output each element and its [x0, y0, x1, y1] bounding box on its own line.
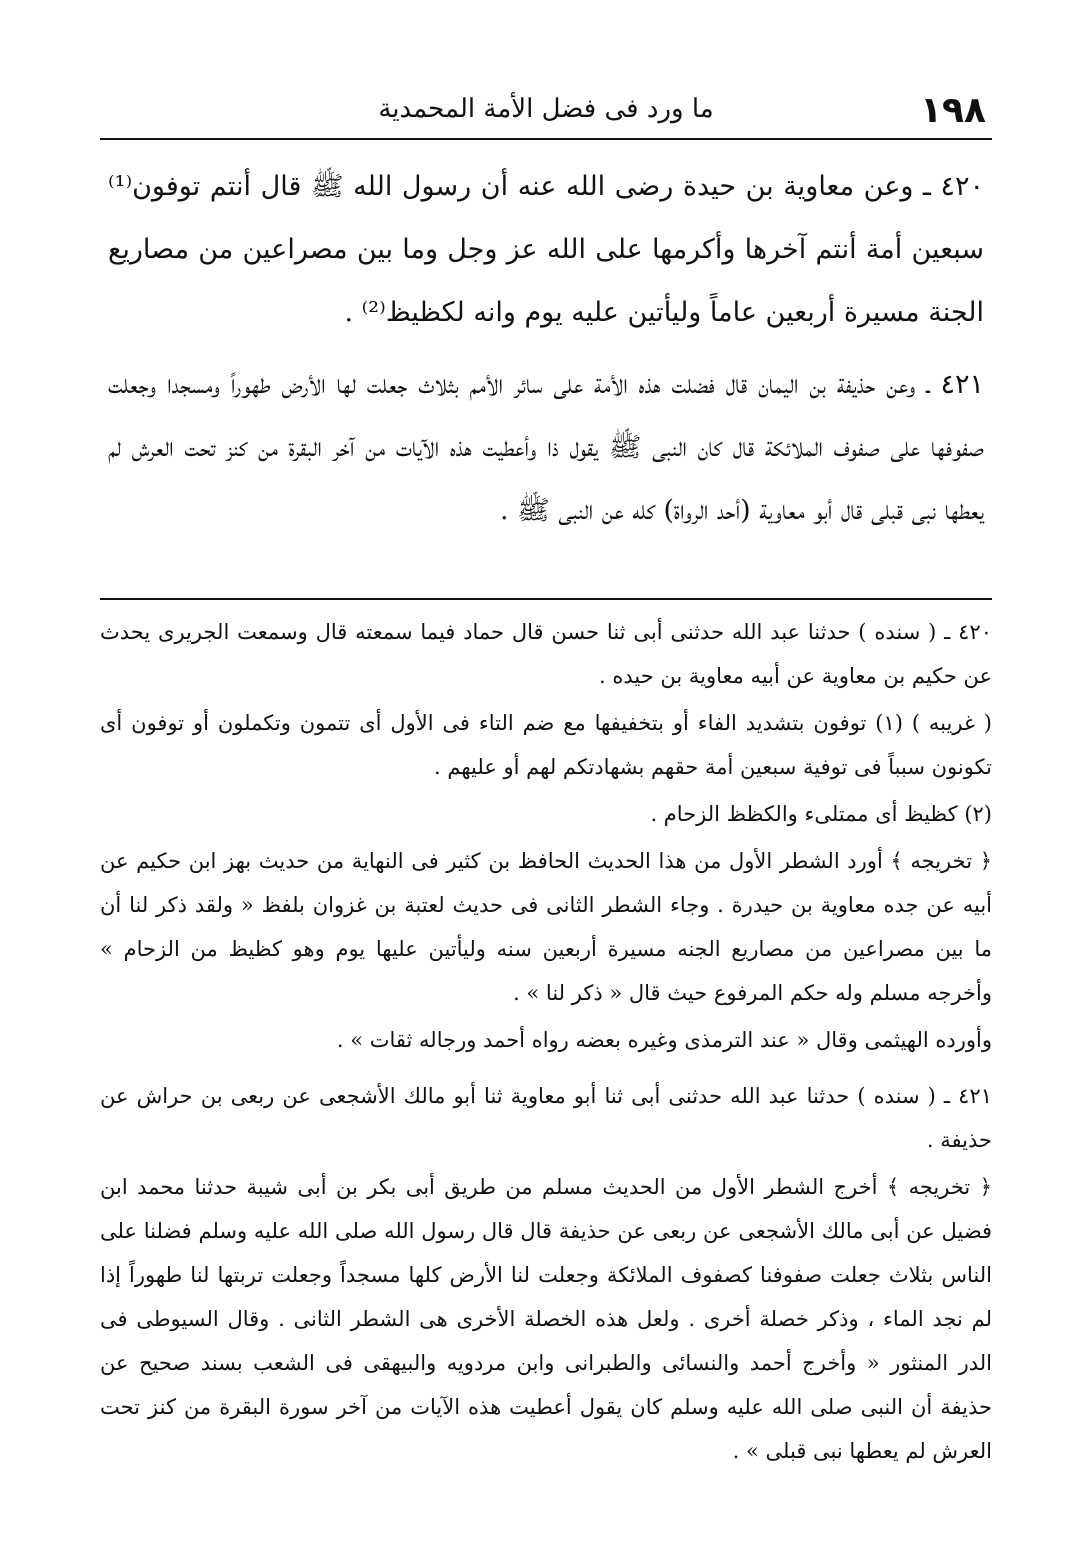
note-420-takhrij: ﴿ تخريجه ﴾ أورد الشطر الأول من هذا الحديث الحافظ بن كثير فى النهاية من حديث بهز ابن حكيم عن أبيه عن جده معاوية بن حيدرة . وجاء الشطر الثانى فى حديث لعتبة بن غزوان بلفظ « ولقد ذكر لنا أن ما بين مصراعين من مصاريع الجنه مسيرة أربعين سنه وليأتين عليها يوم وهو كظيظ من الزحام » وأخرجه مسلم وله حكم المرفوع حيث قال « ذكر لنا » .	[100, 849, 992, 1005]
note-420-gharib-1: ( غريبه ) (١) توفون بتشديد الفاء أو بتخفيفها مع ضم التاء فى الأول أى تتمون وتكملون أو توفون أى تكونون سبباً فى توفية سبعين أمة حقهم بشهادتكم لهم أو عليهم .	[100, 711, 992, 779]
footnote-separator	[100, 598, 992, 600]
main-text	[108, 155, 984, 551]
hadith-420: ٤٢٠ ـ وعن معاوية بن حيدة رضى الله عنه أن رسول الله ﷺ قال أنتم توفون⁽¹⁾ سبعين أمة أنتم آخرها وأكرمها على الله عز وجل وما بين مصراعين من مصاريع الجنة مسيرة أربعين عاماً وليأتين عليه يوم وانه لكظيظ⁽²⁾ .	[108, 171, 984, 328]
hadith-421: ٤٢١ ـ وعن حذيفة بن اليمان قال فضلت هذه الأمة على سائر الأمم بثلاث جعلت لها الأرض طهوراً ومسجدا وجعلت صفوفها على صفوف الملائكة قال كان النبى ﷺ يقول ذا وأعطيت هذه الآيات من آخر البقرة من كنز تحت العرش لم يعطها نبى قبلى قال أبو معاوية (أحد الرواة) كله عن النبى ﷺ .	[108, 369, 984, 526]
running-header	[100, 78, 992, 140]
running-title: ما ورد فى فضل الأمة المحمدية	[378, 94, 714, 124]
note-421-takhrij: ﴿ تخريجه ﴾ أخرج الشطر الأول من الحديث مسلم من طريق أبى بكر بن أبى شيبة حدثنا محمد ابن فضيل عن أبى مالك الأشجعى عن ربعى عن حذيفة قال قال رسول الله صلى الله عليه وسلم فضلنا على الناس بثلاث جعلت صفوفنا كصفوف الملائكة وجعلت لنا الأرض كلها مسجداً وجعلت تربتها لنا طهوراً إذا لم نجد الماء ، وذكر خصلة أخرى . ولعل هذه الخصلة الأخرى هى الشطر الثانى . وقال السيوطى فى الدر المنثور « وأخرج أحمد والنسائى والطبرانى وابن مردويه والبيهقى فى الشعب بسند صحيح عن حذيفة أن النبى صلى الله عليه وسلم كان يقول أعطيت هذه الآيات من آخر سورة البقرة من كنز تحت العرش لم يعطها نبى قبلى » .	[100, 1175, 992, 1463]
note-420-gharib-2: (٢) كظيظ أى ممتلىء والكظظ الزحام .	[650, 802, 992, 826]
note-421-isnad: ٤٢١ ـ ( سنده ) حدثنا عبد الله حدثنى أبى ثنا أبو معاوية ثنا أبو مالك الأشجعى عن ربعى بن حراش عن حذيفة .	[100, 1084, 992, 1152]
note-420-isnad: ٤٢٠ ـ ( سنده ) حدثنا عبد الله حدثنى أبى ثنا حسن قال حماد فيما سمعته قال وسمعت الجريرى يحدث عن حكيم بن معاوية عن أبيه معاوية بن حيده .	[100, 620, 992, 688]
footnotes	[100, 610, 992, 1476]
note-420-haythami: وأورده الهيثمى وقال « عند الترمذى وغيره بعضه رواه أحمد ورجاله ثقات » .	[336, 1028, 992, 1052]
page-number: ١٩٨	[920, 90, 986, 131]
